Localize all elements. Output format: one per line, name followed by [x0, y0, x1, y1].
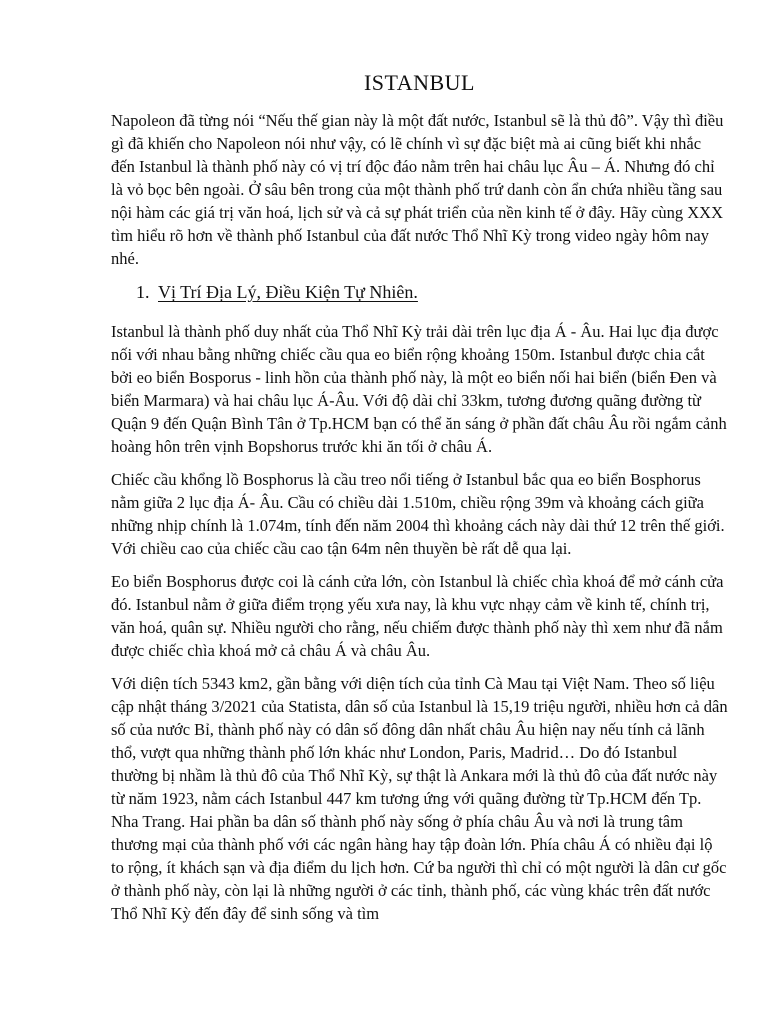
paragraph-geography: Istanbul là thành phố duy nhất của Thổ Nhĩ Kỳ trải dài trên lục địa Á - Âu. Hai lục địa được nối với nhau bằng những chiếc cầu qua eo biển rộng khoảng 150m. Istanbul được chia cắt bởi eo biển Bosporus - linh hồn của thành phố này, là một eo biển nối hai biển (biển Đen và biển Marmara) và hai châu lục Á-Âu. Với độ dài chỉ 33km, tương đương quãng đường từ Quận 9 đến Quận Bình Tân ở Tp.HCM bạn có thể ăn sáng ở phần đất châu Âu rồi ngắm cảnh hoàng hôn trên vịnh Bopshorus trước khi ăn tối ở châu Á. — [111, 322, 727, 456]
intro-paragraph: Napoleon đã từng nói “Nếu thế gian này là một đất nước, Istanbul sẽ là thủ đô”. Vậy thì điều gì đã khiến cho Napoleon nói như vậy, có lẽ chính vì sự đặc biệt mà ai cũng biết khi nhắc đến Istanbul là thành phố này có vị trí độc đáo nằm trên hai châu lục Âu – Á. Nhưng đó chỉ là vỏ bọc bên ngoài. Ở sâu bên trong của một thành phố trứ danh còn ẩn chứa nhiều tầng sau nội hàm các giá trị văn hoá, lịch sử và cả sự phát triển của nền kinh tế ở đây. Hãy cùng XXX tìm hiểu rõ hơn về thành phố Istanbul của đất nước Thổ Nhĩ Kỳ trong video ngày hôm nay nhé. — [111, 111, 724, 268]
paragraph-strait: Eo biển Bosphorus được coi là cánh cửa lớn, còn Istanbul là chiếc chìa khoá để mở cánh cửa đó. Istanbul nằm ở giữa điểm trọng yếu xưa nay, là khu vực nhạy cảm về kinh tế, chính trị, văn hoá, quân sự. Nhiều người cho rằng, nếu chiếm được thành phố này thì xem như đã nắm được chiếc chìa khoá mở cả châu Á và châu Âu. — [111, 572, 724, 660]
paragraph-bridge: Chiếc cầu khổng lồ Bosphorus là cầu treo nổi tiếng ở Istanbul bắc qua eo biển Bosphorus nằm giữa 2 lục địa Á- Âu. Cầu có chiều dài 1.510m, chiều rộng 39m và khoảng cách giữa những nhịp chính là 1.074m, tính đến năm 2004 thì khoảng cách này dài thứ 12 trên thế giới. Với chiều cao của chiếc cầu cao tận 64m nên thuyền bè rất dễ qua lại. — [111, 470, 725, 558]
section-title: Vị Trí Địa Lý, Điều Kiện Tự Nhiên. — [158, 282, 418, 302]
paragraph-population: Với diện tích 5343 km2, gần bằng với diện tích của tỉnh Cà Mau tại Việt Nam. Theo số liệu cập nhật tháng 3/2021 của Statista, dân số của Istanbul là 15,19 triệu người, nhiều hơn cả dân số của nước Bỉ, thành phố này có dân số đông dân nhất châu Âu hiện nay nếu tính cả lãnh thổ, vượt qua những thành phố lớn khác như London, Paris, Madrid… Do đó Istanbul thường bị nhầm là thủ đô của Thổ Nhĩ Kỳ, sự thật là Ankara mới là thủ đô của đất nước này từ năm 1923, nằm cách Istanbul 447 km tương ứng với quãng đường từ Tp.HCM đến Tp. Nha Trang. Hai phần ba dân số thành phố này sống ở phía châu Âu và nơi là trung tâm thương mại của thành phố với các ngân hàng hay tập đoàn lớn. Phía châu Á có nhiều đại lộ to rộng, ít khách sạn và địa điểm du lịch hơn. Cứ ba người thì chỉ có một người là dân cư gốc ở thành phố này, còn lại là những người ở các tỉnh, thành phố, các vùng khác trên đất nước Thổ Nhĩ Kỳ đến đây để sinh sống và tìm — [111, 674, 728, 923]
document-title: ISTANBUL — [363, 70, 475, 95]
section-number: 1. — [136, 282, 150, 302]
section-heading — [136, 280, 728, 304]
